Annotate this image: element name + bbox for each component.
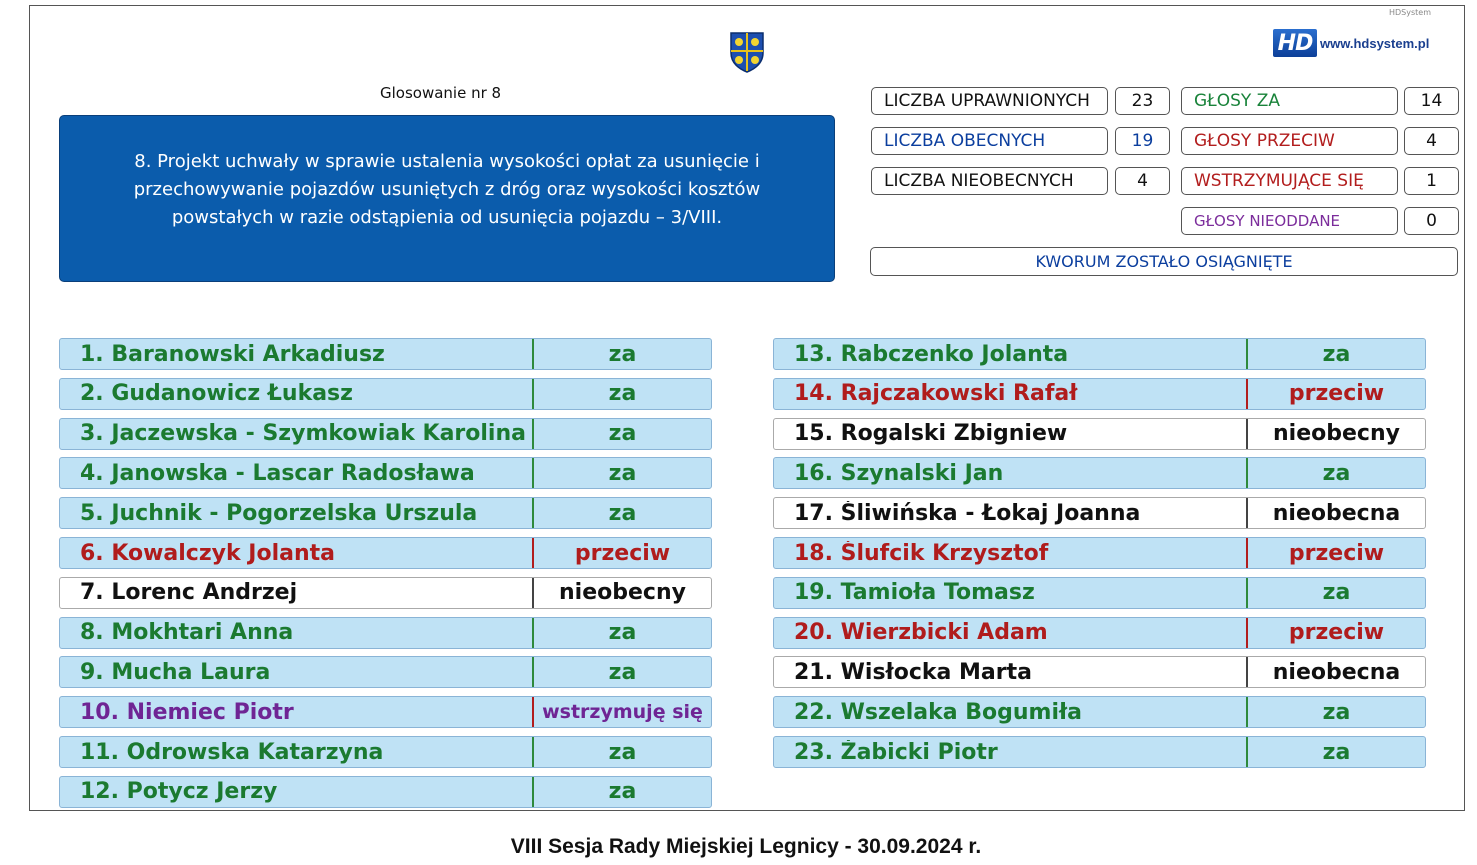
vote-row <box>59 776 712 808</box>
stat-for-label: GŁOSY ZA <box>1181 87 1398 115</box>
councillor-name: 14. Rajczakowski Rafał <box>794 381 1078 407</box>
vote-row <box>59 577 712 609</box>
legnica-coat-of-arms-icon <box>729 31 765 73</box>
vote-value: za <box>532 737 711 767</box>
vote-value: za <box>532 618 711 648</box>
councillor-name: 2. Gudanowicz Łukasz <box>80 381 353 407</box>
vote-row <box>59 497 712 529</box>
vote-value: za <box>1246 737 1425 767</box>
vote-value: przeciw <box>1246 538 1425 568</box>
stat-against-value: 4 <box>1404 127 1459 155</box>
vote-value: przeciw <box>532 538 711 568</box>
vote-value: za <box>1246 339 1425 369</box>
vote-row <box>773 378 1426 410</box>
stat-entitled-value: 23 <box>1115 87 1170 115</box>
vote-value: za <box>532 419 711 449</box>
vote-row <box>59 537 712 569</box>
vote-row <box>773 736 1426 768</box>
vote-value: za <box>1246 578 1425 608</box>
councillor-name: 4. Janowska - Lascar Radosława <box>80 460 475 486</box>
quorum-status: KWORUM ZOSTAŁO OSIĄGNIĘTE <box>870 247 1458 276</box>
hdsystem-logo <box>1273 28 1429 58</box>
vote-value: za <box>1246 697 1425 727</box>
councillor-name: 9. Mucha Laura <box>80 659 271 685</box>
vote-value: nieobecny <box>1246 419 1425 449</box>
councillor-name: 13. Rabczenko Jolanta <box>794 341 1069 367</box>
motion-panel <box>59 115 835 282</box>
vote-value: za <box>532 458 711 488</box>
vote-row <box>773 338 1426 370</box>
vote-title: Glosowanie nr 8 <box>380 84 502 102</box>
stat-abstain-label: WSTRZYMUJĄCE SIĘ <box>1181 167 1398 195</box>
councillor-name: 23. Żabicki Piotr <box>794 739 998 765</box>
stat-not-cast-value: 0 <box>1404 207 1459 235</box>
vote-row <box>59 378 712 410</box>
councillor-name: 12. Potycz Jerzy <box>80 779 278 805</box>
stat-absent-value: 4 <box>1115 167 1170 195</box>
vote-row <box>59 418 712 450</box>
councillor-name: 21. Wisłocka Marta <box>794 659 1032 685</box>
councillor-name: 3. Jaczewska - Szymkowiak Karolina <box>80 421 526 447</box>
vote-row <box>59 338 712 370</box>
vote-value: nieobecna <box>1246 498 1425 528</box>
vote-row <box>59 736 712 768</box>
stat-entitled-label: LICZBA UPRAWNIONYCH <box>871 87 1108 115</box>
vote-row <box>773 457 1426 489</box>
councillor-name: 10. Niemiec Piotr <box>80 699 294 725</box>
vote-row <box>59 656 712 688</box>
vote-row <box>773 497 1426 529</box>
vote-value: za <box>532 379 711 409</box>
session-caption: VIII Sesja Rady Miejskiej Legnicy - 30.09.2024 r. <box>510 835 982 858</box>
councillor-name: 7. Lorenc Andrzej <box>80 580 298 606</box>
councillor-name: 19. Tamioła Tomasz <box>794 580 1035 606</box>
vote-value: za <box>532 777 711 807</box>
vote-value: przeciw <box>1246 379 1425 409</box>
vote-row <box>59 457 712 489</box>
vote-row <box>773 696 1426 728</box>
vote-row <box>773 617 1426 649</box>
vote-value: nieobecna <box>1246 657 1425 687</box>
vote-value: za <box>532 339 711 369</box>
councillor-name: 16. Szynalski Jan <box>794 460 1004 486</box>
vote-value: nieobecny <box>532 578 711 608</box>
councillor-name: 15. Rogalski Zbigniew <box>794 421 1068 447</box>
vote-value: za <box>532 657 711 687</box>
vote-row <box>773 418 1426 450</box>
councillor-name: 20. Wierzbicki Adam <box>794 620 1048 646</box>
councillor-name: 1. Baranowski Arkadiusz <box>80 341 385 367</box>
vote-row <box>773 656 1426 688</box>
vote-value: wstrzymuję się <box>532 697 711 727</box>
vote-row <box>773 537 1426 569</box>
vote-row <box>59 696 712 728</box>
stat-against-label: GŁOSY PRZECIW <box>1181 127 1398 155</box>
councillor-name: 8. Mokhtari Anna <box>80 620 294 646</box>
motion-text: 8. Projekt uchwały w sprawie ustalenia wysokości opłat za usunięcie i przechowywanie pojazdów usuniętych z dróg oraz wysokości kosztów powstałych w razie odstąpienia od usunięcia pojazdu – 3/VIII. <box>133 150 761 228</box>
stat-not-cast-label: GŁOSY NIEODDANE <box>1181 207 1398 235</box>
councillor-name: 17. Śliwińska - Łokaj Joanna <box>794 500 1141 526</box>
councillor-name: 6. Kowalczyk Jolanta <box>80 540 335 566</box>
councillor-name: 22. Wszelaka Bogumiła <box>794 699 1083 725</box>
stat-abstain-value: 1 <box>1404 167 1459 195</box>
stat-for-value: 14 <box>1404 87 1459 115</box>
stat-absent-label: LICZBA NIEOBECNYCH <box>871 167 1108 195</box>
councillor-name: 5. Juchnik - Pogorzelska Urszula <box>80 500 478 526</box>
councillor-name: 11. Odrowska Katarzyna <box>80 739 384 765</box>
stat-present-label: LICZBA OBECNYCH <box>871 127 1108 155</box>
brand-url: www.hdsystem.pl <box>1320 35 1430 51</box>
hd-logo-icon: HD <box>1273 29 1317 57</box>
brand-small-text: HDSystem <box>1389 8 1432 17</box>
vote-row <box>59 617 712 649</box>
vote-value: przeciw <box>1246 618 1425 648</box>
vote-value: za <box>1246 458 1425 488</box>
vote-row <box>773 577 1426 609</box>
vote-value: za <box>532 498 711 528</box>
stat-present-value: 19 <box>1115 127 1170 155</box>
councillor-name: 18. Ślufcik Krzysztof <box>794 540 1049 566</box>
